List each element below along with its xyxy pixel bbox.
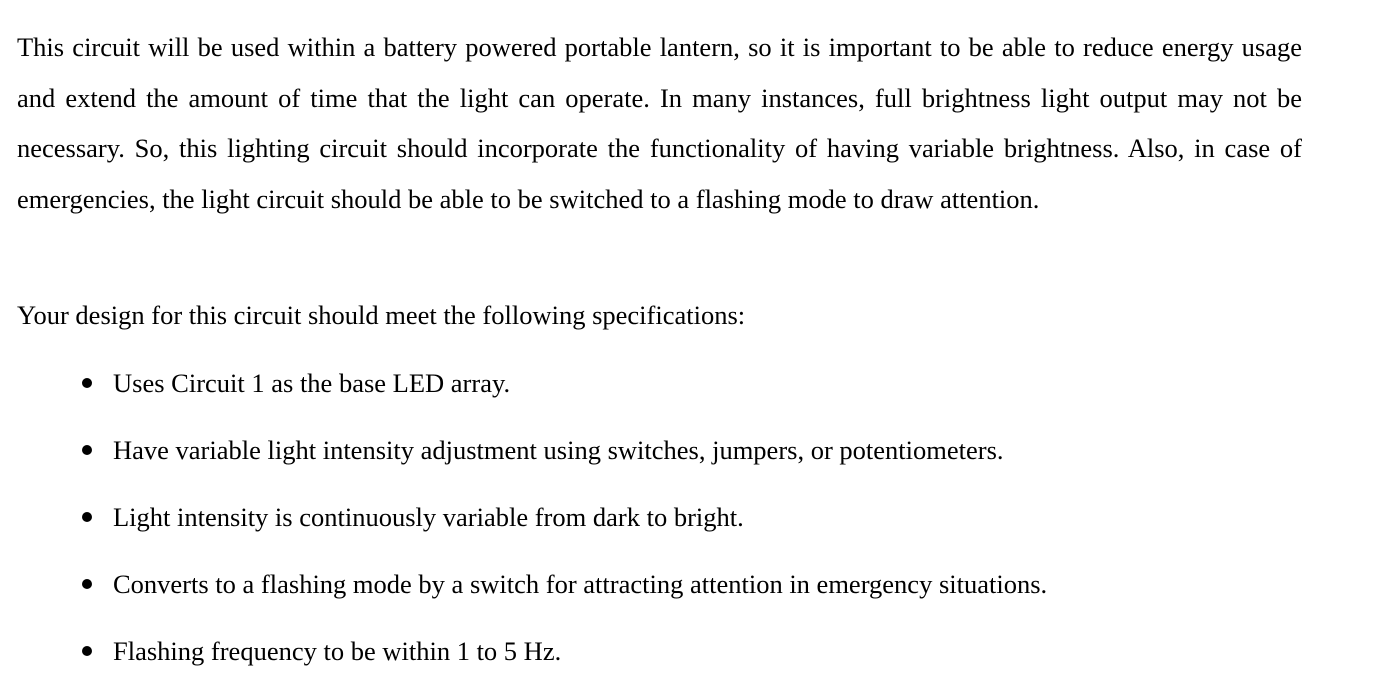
bullet-icon bbox=[82, 579, 92, 589]
list-item-text: Converts to a flashing mode by a switch for attracting attention in emergency situations. bbox=[113, 569, 1048, 599]
bullet-icon bbox=[82, 378, 92, 388]
list-item bbox=[17, 496, 1302, 563]
bullet-icon bbox=[82, 646, 92, 656]
bullet-icon bbox=[82, 445, 92, 455]
specifications-intro: Your design for this circuit should meet the following specifications: bbox=[17, 300, 746, 330]
list-item-text: Have variable light intensity adjustment using switches, jumpers, or potentiometers. bbox=[113, 435, 1004, 465]
description-paragraph: This circuit will be used within a battery powered portable lantern, so it is important to be able to reduce energy usage and extend the amount of time that the light can operate. In many instances, full brightness light output may not be necessary. So, this lighting circuit should incorporate the functionality of having variable brightness. Also, in case of emergencies, the light circuit should be able to be switched to a flashing mode to draw attention. bbox=[17, 32, 1302, 214]
list-item bbox=[17, 429, 1302, 496]
list-item-text: Light intensity is continuously variable from dark to bright. bbox=[113, 502, 744, 532]
document-body bbox=[17, 0, 1302, 666]
bullet-icon bbox=[82, 512, 92, 522]
list-item bbox=[17, 563, 1302, 630]
list-item bbox=[17, 630, 1302, 697]
list-item-text: Flashing frequency to be within 1 to 5 Hz. bbox=[113, 636, 562, 666]
list-item-text: Uses Circuit 1 as the base LED array. bbox=[113, 368, 511, 398]
specifications-list bbox=[17, 362, 1302, 697]
list-item bbox=[17, 362, 1302, 429]
